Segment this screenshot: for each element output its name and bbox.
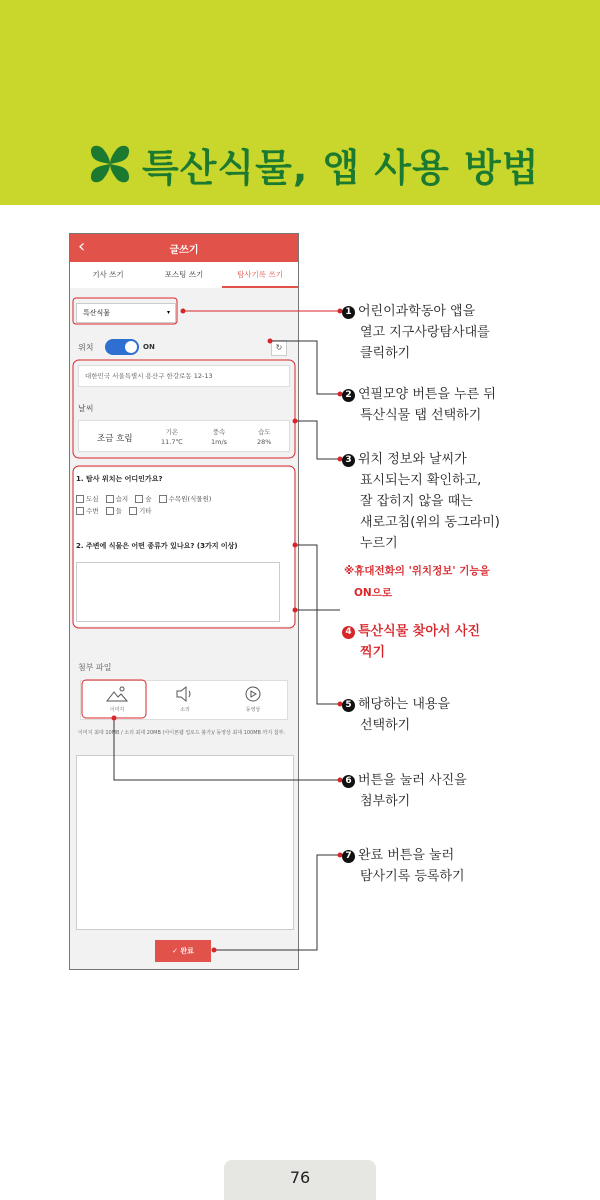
step-text: 잘 잡히지 않을 때는 <box>360 494 473 509</box>
page-title: 특산식물, 앱 사용 방법 <box>142 145 540 190</box>
step-text: 누르기 <box>360 536 398 551</box>
step-number: 4 <box>342 626 355 639</box>
step-7 <box>342 845 465 887</box>
refresh-icon[interactable]: ↻ <box>271 340 287 356</box>
step-3 <box>342 449 500 554</box>
address-field: 대한민국 서울특별시 용산구 한강로동 12-13 <box>78 365 290 387</box>
dropdown-caret-icon: ▾ <box>166 309 170 316</box>
option-label: 숲 <box>145 495 152 503</box>
upload-notice: 이미지 최대 10MB / 소리 최대 20MB (아이폰웹 업로드 불가)/ 동영상 최대 100MB 까지 첨부. <box>78 730 286 736</box>
location-label: 위치 <box>78 343 94 352</box>
app-title: 글쓰기 <box>169 245 199 256</box>
toggle-state-label: ON <box>143 343 155 351</box>
weather-condition: 조금 흐림 <box>97 434 133 444</box>
done-button[interactable]: ✓ 완료 <box>155 940 211 962</box>
humidity-label: 습도 <box>257 428 271 436</box>
attach-label: 첨부 파일 <box>78 663 112 672</box>
step-text: 완료 버튼을 눌러 <box>358 848 455 863</box>
step-text: 찍기 <box>360 645 386 660</box>
done-label: 완료 <box>180 947 194 955</box>
temperature-label: 기온 <box>165 428 179 436</box>
sound-attach-label: 소리 <box>180 707 190 713</box>
step-text: 해당하는 내용을 <box>358 697 451 712</box>
location-note <box>344 560 490 604</box>
step-number: 6 <box>342 775 355 788</box>
option-label: 도심 <box>86 495 99 503</box>
step-text: 열고 지구사랑탐사대를 <box>360 325 490 340</box>
step-text: 탐사기록 등록하기 <box>360 869 465 884</box>
wind-value: 1m/s <box>211 438 228 446</box>
step-text: 표시되는지 확인하고, <box>360 473 482 488</box>
tab-exploration-record[interactable]: 탐사기록 쓰기 <box>222 262 298 288</box>
step-text: 클릭하기 <box>360 346 411 361</box>
step-number: 7 <box>342 850 355 863</box>
weather-label: 날씨 <box>78 404 94 413</box>
step-text: 버튼을 눌러 사진을 <box>358 773 467 788</box>
wind-label: 풍속 <box>212 428 226 436</box>
question-1: 1. 탐사 위치는 어디인가요? <box>76 475 163 483</box>
step-text: 어린이과학동아 앱을 <box>358 304 476 319</box>
step-1 <box>342 301 490 364</box>
step-text: 선택하기 <box>360 718 411 733</box>
step-text: 연필모양 버튼을 누른 뒤 <box>358 387 496 402</box>
step-number: 2 <box>342 389 355 402</box>
step-2 <box>342 384 496 426</box>
note-text: ON으로 <box>354 587 392 599</box>
note-text: ※휴대전화의 '위치정보' 기능을 <box>344 565 490 577</box>
option-label: 습지 <box>115 495 129 503</box>
step-6 <box>342 770 467 812</box>
step-number: 1 <box>342 306 355 319</box>
video-attach-label: 동영상 <box>245 707 261 713</box>
step-number: 3 <box>342 454 355 467</box>
humidity-value: 28% <box>257 438 272 446</box>
step-text: 특산식물 탭 선택하기 <box>360 408 482 423</box>
step-text: 특산식물 찾아서 사진 <box>358 624 481 639</box>
step-number: 5 <box>342 699 355 712</box>
option-label: 기타 <box>139 507 152 515</box>
step-text: 첨부하기 <box>360 794 411 809</box>
step-5 <box>342 694 450 736</box>
step-text: 새로고침(위의 동그라미) <box>360 515 500 530</box>
option-label: 수변 <box>86 507 99 515</box>
page-number: 76 <box>224 1160 376 1200</box>
option-label: 수목원(식물원) <box>168 495 212 503</box>
category-select-value: 특산식물 <box>83 309 111 317</box>
option-label: 들 <box>115 507 122 515</box>
tab-article[interactable]: 기사 쓰기 <box>92 270 124 279</box>
temperature-value: 11.7℃ <box>161 438 183 446</box>
step-text: 위치 정보와 날씨가 <box>358 452 467 467</box>
image-attach-label: 이미지 <box>109 707 125 713</box>
question-2: 2. 주변에 식물은 어떤 종류가 있나요? (3가지 이상) <box>76 542 238 550</box>
tab-posting[interactable]: 포스팅 쓰기 <box>164 270 204 279</box>
back-arrow-icon[interactable]: ‹ <box>78 236 86 257</box>
step-4 <box>342 621 480 663</box>
